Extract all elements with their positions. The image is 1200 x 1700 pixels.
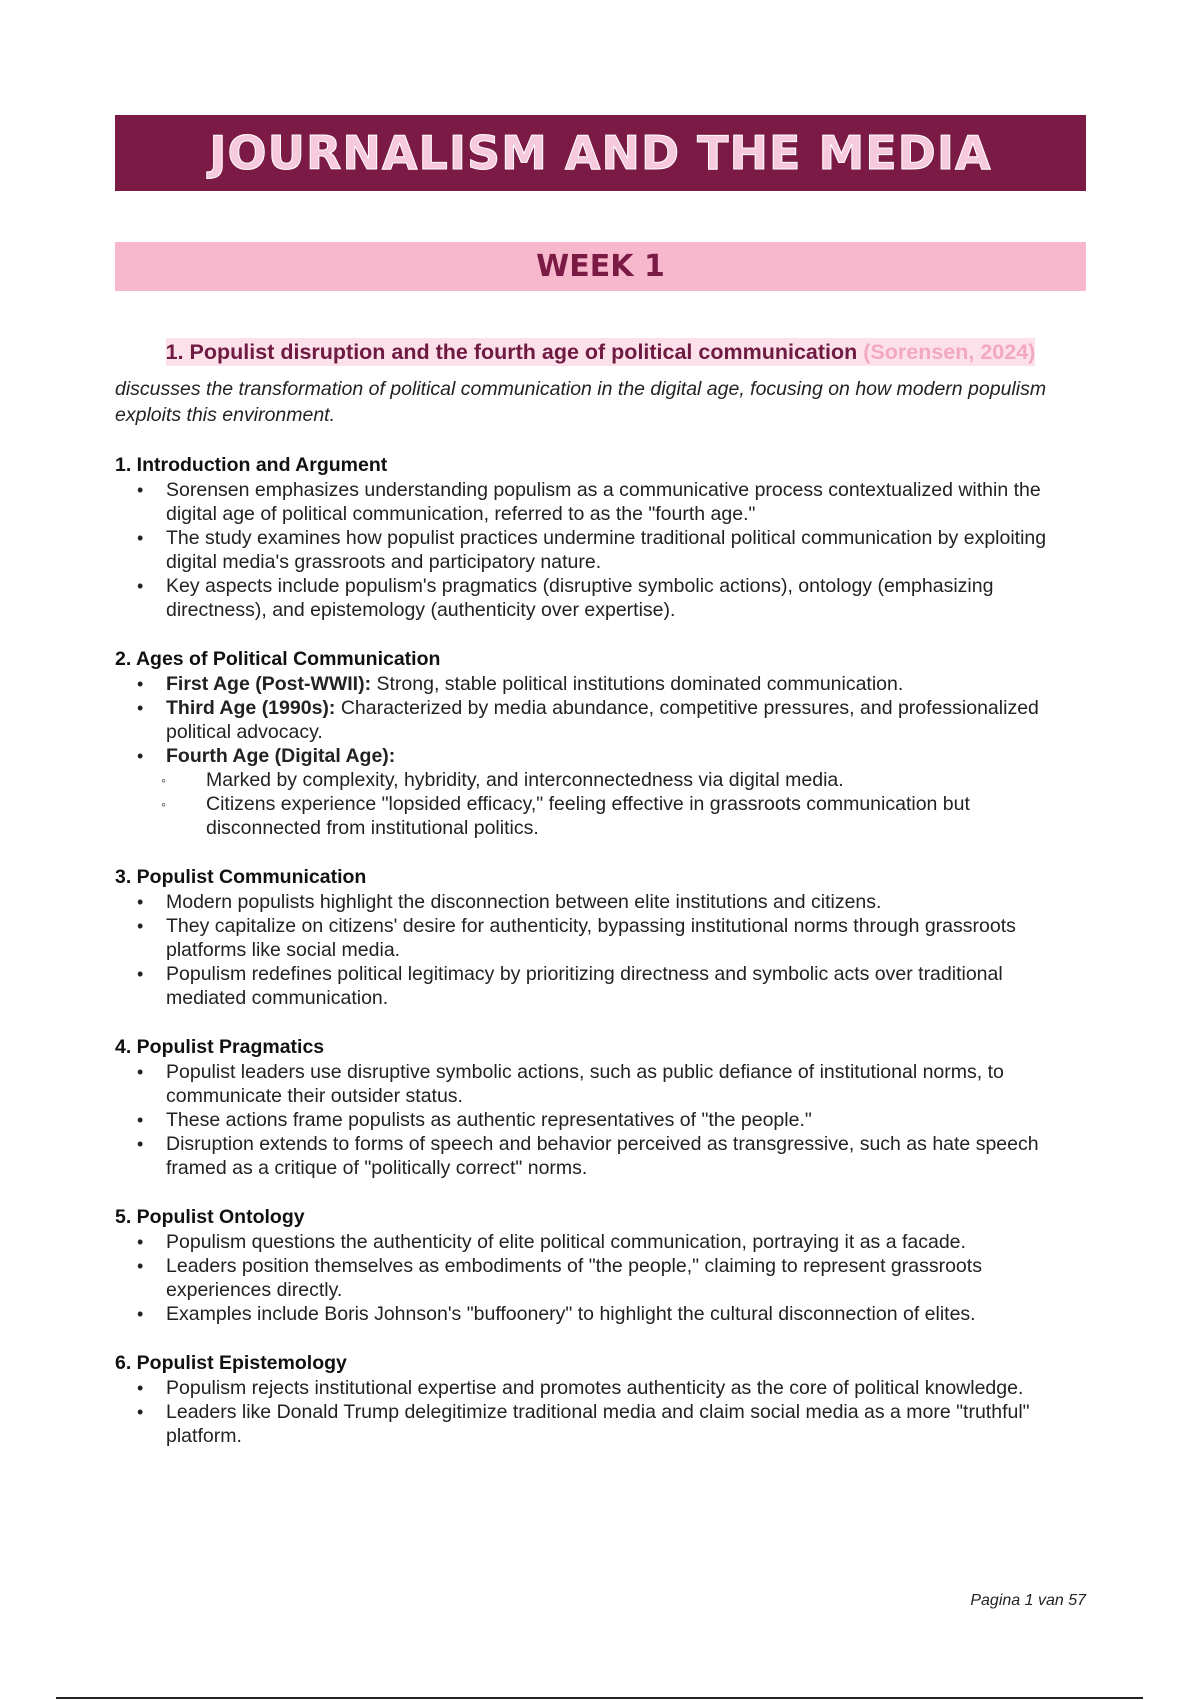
list-item: • Populism redefines political legitimacy by prioritizing directness and symbolic acts over traditional mediated communication. [115,962,1086,1010]
bullet-list [115,890,1086,1010]
title-banner [115,115,1086,191]
list-item: • Leaders position themselves as embodiments of "the people," claiming to represent grassroots experiences directly. [115,1254,1086,1302]
bullet-list [115,478,1086,622]
week-banner [115,242,1086,291]
sub-bullet-list [115,768,1086,840]
list-item: • Modern populists highlight the disconnection between elite institutions and citizens. [115,890,1086,914]
section-ages [115,646,1086,840]
section-populist-communication [115,864,1086,1010]
list-item: • Populism rejects institutional expertise and promotes authenticity as the core of political knowledge. [115,1376,1086,1400]
section-introduction [115,452,1086,622]
bullet-list [115,672,1086,840]
article-heading [115,337,1086,368]
article-citation: (Sorensen, 2024) [863,340,1036,364]
list-item: • Sorensen emphasizes understanding populism as a communicative process contextualized within the digital age of political communication, referred to as the "fourth age." [115,478,1086,526]
list-item: • Examples include Boris Johnson's "buffoonery" to highlight the cultural disconnection of elites. [115,1302,1086,1326]
sub-list-item: ◦ Citizens experience "lopsided efficacy," feeling effective in grassroots communication but disconnected from institutional politics. [115,792,1086,840]
article-title: 1. Populist disruption and the fourth age of political communication [165,340,858,364]
week-label: WEEK 1 [536,249,665,284]
list-item: • Leaders like Donald Trump delegitimize traditional media and claim social media as a more "truthful" platform. [115,1400,1086,1448]
sub-list-item: ◦ Marked by complexity, hybridity, and interconnectedness via digital media. [115,768,1086,792]
list-item: • Disruption extends to forms of speech and behavior perceived as transgressive, such as hate speech framed as a critique of "politically correct" norms. [115,1132,1086,1180]
list-item-text: Characterized by media abundance, competitive pressures, and professionalized political advocacy. [166,697,1039,743]
list-item [115,744,1086,840]
list-item-text: Strong, stable political institutions dominated communication. [371,673,904,695]
section-title: 2. Ages of Political Communication [115,648,441,670]
list-item: • These actions frame populists as authentic representatives of "the people." [115,1108,1086,1132]
section-title: 1. Introduction and Argument [115,454,388,476]
section-title: 3. Populist Communication [115,866,367,888]
section-title: 4. Populist Pragmatics [115,1036,325,1058]
document-page [115,115,1086,1448]
list-item: • They capitalize on citizens' desire for authenticity, bypassing institutional norms through grassroots platforms like social media. [115,914,1086,962]
section-populist-pragmatics [115,1034,1086,1180]
article-heading-highlight [166,338,1036,366]
list-item: • Key aspects include populism's pragmatics (disruptive symbolic actions), ontology (emphasizing directness), and epistemology (authenticity over expertise). [115,574,1086,622]
list-item: • Populism questions the authenticity of elite political communication, portraying it as a facade. [115,1230,1086,1254]
list-item: • Populist leaders use disruptive symbolic actions, such as public defiance of institutional norms, to communicate their outsider status. [115,1060,1086,1108]
bullet-list [115,1230,1086,1326]
list-item [115,696,1086,744]
list-item-label: First Age (Post-WWII): [166,673,372,695]
list-item-label: Third Age (1990s): [166,697,336,719]
list-item [115,672,1086,696]
page-divider [56,1697,1143,1699]
list-item: • The study examines how populist practices undermine traditional political communication by exploiting digital media's grassroots and participatory nature. [115,526,1086,574]
page-number: Pagina 1 van 57 [970,1592,1086,1609]
bullet-list [115,1376,1086,1448]
document-title: JOURNALISM AND THE MEDIA [209,126,992,180]
section-title: 6. Populist Epistemology [115,1352,347,1374]
section-title: 5. Populist Ontology [115,1206,305,1228]
list-item-label: Fourth Age (Digital Age): [166,745,396,767]
bullet-list [115,1060,1086,1180]
section-populist-epistemology [115,1350,1086,1448]
article-intro: discusses the transformation of political communication in the digital age, focusing on how modern populism exploits this environment. [115,378,1047,426]
section-populist-ontology [115,1204,1086,1326]
